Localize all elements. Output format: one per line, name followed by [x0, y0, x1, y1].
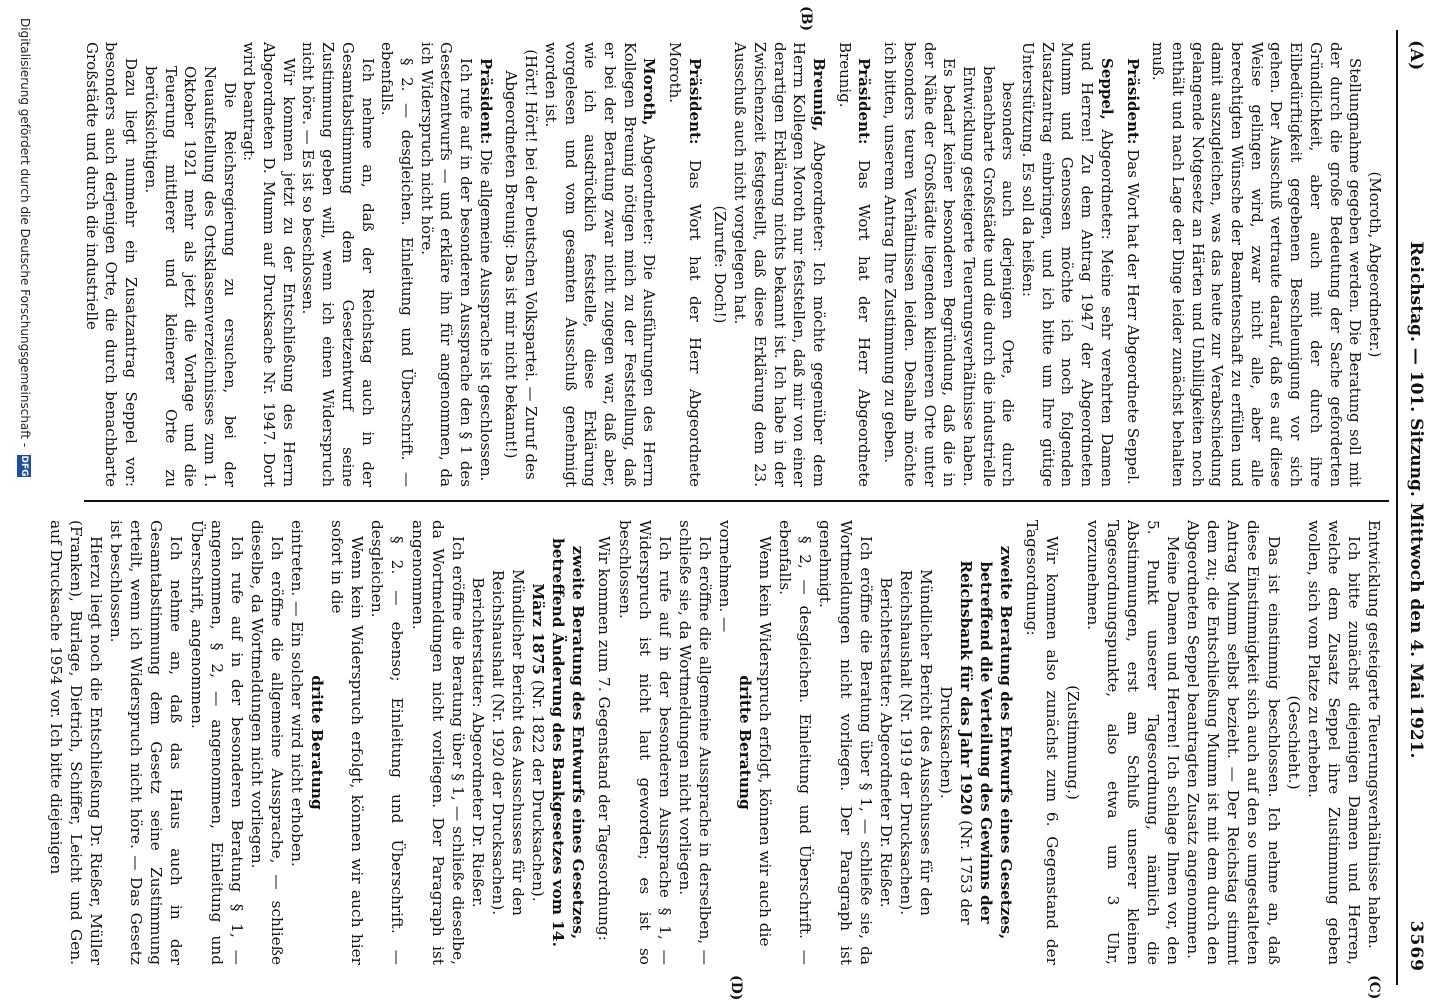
paragraph: [1122, 42, 1142, 487]
paragraph: Ich rufe auf in der besonderen Aussprache den § 1 des Gesetzentwurfs — und erkläre ihn für angenommen, da ich Widerspruch nicht höre.: [417, 42, 476, 487]
paragraph: Wenn kein Widerspruch erfolgt, können wir auch hier sofort in die: [328, 520, 367, 965]
credit-text: Digitalisierung gefördert durch die Deutsche Forschungsgemeinschaft -: [18, 18, 32, 448]
stage-direction: (Zustimmung.): [1063, 685, 1082, 800]
agenda-heading-ref: (Nr. 1822 der Drucksachen).: [529, 674, 548, 902]
speaker-continuation: (Moroth, Abgeordneter.): [1366, 171, 1384, 358]
paragraph: Entwicklung gesteigerte Teuerungsverhältnisse haben.: [1365, 520, 1383, 949]
agenda-heading-ref: (Nr. 1753 der Drucksachen).: [937, 686, 976, 925]
speech-text: Abgeordneter: Ich möchte gegenüber dem Herrn Kollegen Moroth nur feststellen, daß mir von einer derartigen Erklärung nichts bekannt ist. Ich habe in der Zwischenzeit festgestellt, daß diese Erklärung dem 23. Ausschuß auch nicht vorgelegen hat.: [731, 42, 829, 487]
paragraph: Berichterstatter: Abgeordneter Dr. Rießer.: [468, 577, 487, 908]
paragraph: eintreten. — Ein solcher wird nicht erhoben.: [288, 520, 307, 867]
right-column: [46, 520, 1384, 965]
agenda-heading-title: zweite Beratung des Entwurfs eines Gesetzes, betreffend Änderung des Bankgesetzes vom 14. März 1875: [529, 538, 588, 947]
paragraph: Ich rufe auf in der besonderen Beratung § 1, — angenommen, § 2, — angenommen, Einleitung und Überschrift, angenommen.: [187, 520, 246, 965]
speech-text: Das Wort hat der Herr Abgeordnete Breunig.: [835, 42, 874, 487]
paragraph: § 2. — ebenso; Einleitung und Überschrift. — desgleichen.: [368, 520, 407, 965]
paragraph: Wir kommen also zunächst zum 6. Gegenstand der Tagesordnung:: [1023, 520, 1062, 965]
speaker-name: Präsident:: [855, 58, 874, 145]
paragraph: Wenn kein Widerspruch erfolgt, können wir auch die: [756, 536, 775, 947]
paragraph: Ich nehme an, daß das Haus auch in der Gesamtabstimmung dem Gesetz seine Zustimmung erteilt, wenn ich Widerspruch nicht höre. — Das Gesetz ist beschlossen.: [107, 520, 186, 965]
interjection: (Hört! Hört! bei der Deutschen Volkspartei. — Zuruf des Abgeordneten Breunig: Das ist mir nicht bekannt!): [502, 49, 541, 480]
header-title: [1406, 0, 1426, 1000]
section-heading: dritte Beratung: [308, 675, 327, 810]
agenda-heading: [936, 520, 1016, 965]
paragraph: Es bedarf keiner besonderen Begründung, daß die in der Nähe der Großstädte liegenden kleineren Orte unter besonders teuren Verhältnissen leiden. Deshalb möchte ich bitten, unserem Antrag Ihre Zustimmung zu geben.: [881, 42, 959, 487]
paragraph: § 2, — desgleichen. Einleitung und Überschrift. — ebenfalls.: [776, 520, 815, 965]
margin-marker-b: (B): [798, 6, 814, 32]
paragraph: [664, 42, 703, 487]
quoted-resolution: Die Reichsregierung zu ersuchen, bei der Neuaufstellung des Ortsklassenverzeichnisses zum 1. Oktober 1921 mehr als jetzt die Vorlage und die Teuerung mittlerer und kleinerer Orte zu berücksichtigen.: [141, 66, 239, 487]
paragraph: [834, 42, 873, 487]
speaker-name: Präsident:: [685, 58, 704, 145]
header-reichstag: Reichstag.: [1406, 241, 1426, 342]
paragraph: Ich bitte zunächst diejenigen Damen und Herren, welche dem Zusatz Seppel ihre Zustimmung geben wollen, sich vom Platze zu erheben.: [1304, 520, 1363, 965]
paragraph: Stellungnahme gegeben werden. Die Beratung soll mit der durch die große Bedeutung der Sache geforderten Gründlichkeit, aber auch mit der durch ihre Eilbedürftigkeit gegebenen Beschleunigung vor sich gehen. Der Ausschuß vertraute darauf, daß es auf diese Weise gelingen wird, zwar nicht alle, aber alle berechtigten Wünsche der Beamtenschaft zu erfüllen und damit auszugleichen, was das heute zur Verabschiedung gelangende Notgesetz an Härten und Unbilligkeiten noch enthält und nach Lage der Dinge leider zunächst behalten muß.: [1149, 42, 1365, 487]
digitization-credit: [18, 18, 33, 477]
interjection: (Zurufe: Doch!): [711, 205, 730, 324]
paragraph: Ich eröffne die Beratung über § 1, — schließe sie, da Wortmeldungen nicht vorliegen. Der Paragraph ist genehmigt.: [816, 520, 875, 965]
paragraph: Hierzu liegt noch die Entschließung Dr. Rießer, Müller (Franken), Burlage, Dietrich, Schiffer, Leicht und Gen. auf Drucksache 1954 vor. Ich bitte diejenigen: [46, 520, 106, 965]
paragraph: [1017, 42, 1116, 487]
margin-marker-c: (C): [1366, 975, 1382, 1000]
paragraph: Ich nehme an, daß der Reichstag auch in der Gesamtabstimmung dem Gesetzentwurf seine Zustimmung geben will, wenn ich einen Widerspruch nicht höre. — Es ist so beschlossen.: [299, 42, 377, 487]
paragraph: [540, 42, 658, 487]
speech-text: Das Wort hat der Herr Abgeordnete Moroth.: [666, 42, 704, 487]
paragraph: Ich eröffne die allgemeine Aussprache in derselben, — schließe sie, da Wortmeldungen nicht vorliegen.: [675, 520, 714, 965]
paragraph: § 2. — desgleichen. Einleitung und Überschrift. — ebenfalls.: [378, 42, 416, 487]
page-header: [1382, 0, 1434, 1000]
speaker-name: Moroth,: [640, 58, 659, 126]
paragraph: vornehmen. —: [716, 520, 734, 633]
section-heading: dritte Beratung: [736, 675, 755, 810]
agenda-heading: [528, 520, 588, 965]
agenda-heading-title: zweite Beratung des Entwurfs eines Gesetzes, betreffend die Verteilung des Gewinns der Reichsbank für das Jahr 1920: [957, 545, 1016, 940]
page-number: 3569: [1406, 920, 1426, 972]
paragraph: Ich eröffne die allgemeine Aussprache, — schließe dieselbe, da Wortmeldungen nicht vorliegen.: [247, 520, 286, 965]
speaker-name: Präsident:: [476, 58, 495, 145]
paragraph: Ich rufe auf in der besonderen Aussprache § 1, — Widerspruch ist nicht laut geworden; es ist so beschlossen.: [615, 520, 674, 965]
speech-text: Das Wort hat der Herr Abgeordnete Seppel.: [1123, 144, 1142, 485]
paragraph: Mündlicher Bericht des Ausschusses für den Reichshaushalt (Nr. 1920 der Drucksachen).: [488, 569, 528, 916]
paragraph: Wir kommen jetzt zu der Entschließung des Herrn Abgeordneten D. Mumm auf Drucksache Nr. 1947. Dort wird beantragt:: [240, 42, 298, 487]
paragraph: Ich eröffne die Beratung über § 1, — schließe dieselbe, da Wortmeldungen nicht vorliegen. Der Paragraph ist angenommen.: [408, 520, 467, 965]
header-sitzung: — 101. Sitzung.: [1406, 347, 1426, 497]
speaker-name: Präsident:: [1123, 58, 1142, 145]
speaker-name: Breunig,: [810, 58, 829, 132]
header-date: Mittwoch den 4. Mai 1921.: [1406, 502, 1426, 759]
paragraph: Dazu liegt nunmehr ein Zusatzantrag Seppel vor: besonders auch derjenigen Orte, die durch benachbarte Großstädte und durch die industrielle: [82, 42, 141, 487]
margin-marker-d: (D): [728, 975, 744, 1000]
paragraph: Das ist einstimmig beschlossen. Ich nehme an, daß diese Einstimmigkeit sich auch auf den so umgestalteten Antrag Mumm selbst bezieht. — Der Reichstag stimmt dem zu; die Entschließung Mumm ist mit dem durch den Abgeordneten Seppel beantragten Zusatz angenommen.: [1184, 520, 1283, 965]
column-divider: [84, 500, 1389, 502]
stage-direction: (Geschieht.): [1284, 695, 1303, 790]
speech-text: Abgeordneter: Meine sehr verehrten Damen und Herren! Zu dem Antrag 1947 der Abgeordneten Mumm und Genossen möchte ich noch folgenden Zusatzantrag einbringen, und ich bitte um Ihre gütige Unterstützung. Es soll da heißen:: [1019, 42, 1116, 487]
dfg-logo-icon: DFG: [19, 455, 30, 477]
paragraph: Berichterstatter: Abgeordneter Dr. Rießer.: [876, 577, 895, 908]
header-left: (A): [1406, 40, 1426, 71]
speaker-name: Seppel,: [1097, 58, 1116, 120]
speech-text: Die allgemeine Aussprache ist geschlossen.: [476, 144, 495, 482]
paragraph: Mündlicher Bericht des Ausschusses für den Reichshaushalt (Nr. 1919 der Drucksachen).: [896, 569, 935, 916]
paragraph: Meine Damen und Herren! Ich schlage Ihnen vor, den 5. Punkt unserer Tagesordnung, nämlich die Abstimmungen, erst am Schluß unserer kleinen Tagesordnungspunkte, also etwa um 3 Uhr, vorzunehmen.: [1083, 520, 1183, 965]
paragraph: Wir kommen zum 7. Gegenstand der Tagesordnung:: [595, 536, 614, 941]
left-column: [81, 42, 1384, 487]
header-rule: [1396, 30, 1398, 985]
quoted-amendment: besonders auch derjenigen Orte, die durch benachbarte Großstädte und die durch die industrielle Entwicklung gesteigerte Teuerungsverhältnisse haben.: [959, 66, 1018, 487]
speech-text: Abgeordneter: Die Ausführungen des Herrn Kollegen Breunig nötigen mich zu der Feststellung, daß er bei der Beratung zwar nicht zugegen war, daß aber, wie ich ausdrücklich feststelle, diese Erklärung vorgelesen und vom gesamten Ausschuß genehmigt worden ist.: [541, 42, 659, 487]
paragraph: [475, 42, 495, 487]
paragraph: [730, 42, 829, 487]
